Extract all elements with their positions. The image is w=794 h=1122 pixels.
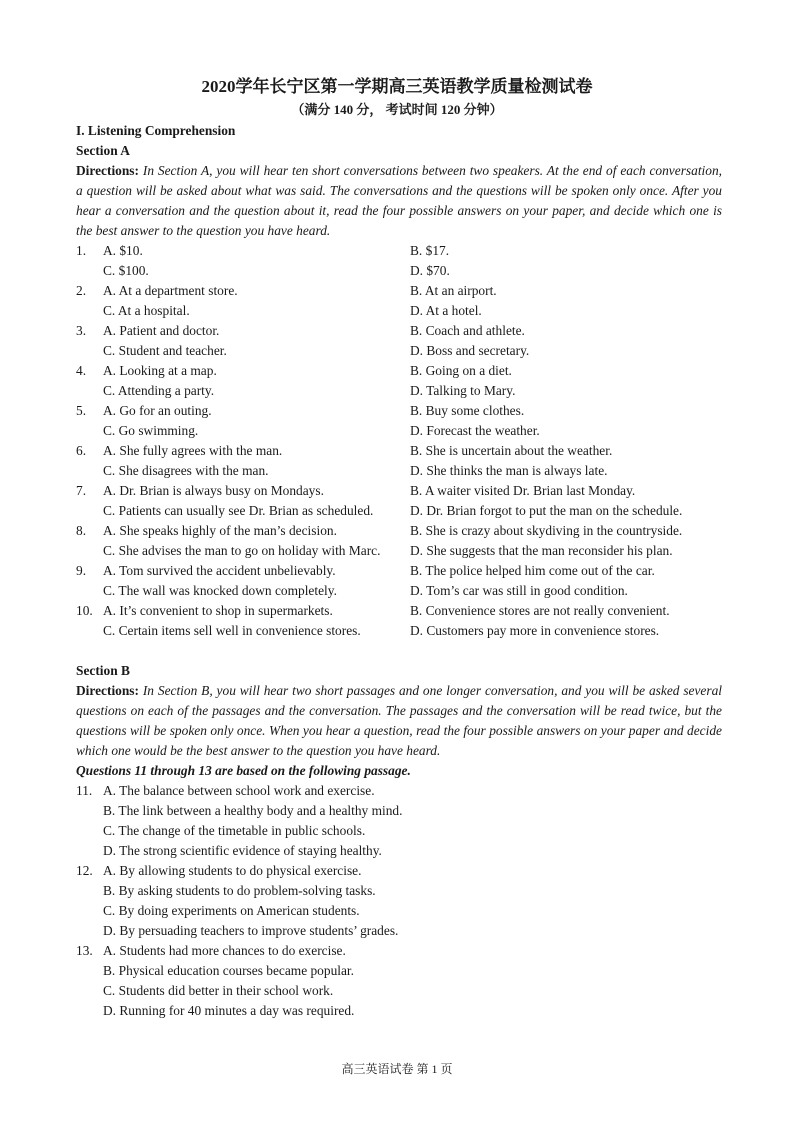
question-row xyxy=(76,361,722,381)
answer-option: C. Attending a party. xyxy=(103,383,215,398)
answer-option: B. She is crazy about skydiving in the countryside. xyxy=(410,523,683,538)
question-number: 11. xyxy=(76,783,93,798)
answer-option: C. She disagrees with the man. xyxy=(103,463,269,478)
question-number: 2. xyxy=(76,283,87,298)
answer-option: A. Patient and doctor. xyxy=(103,323,220,338)
answer-option: C. $100. xyxy=(103,263,149,278)
answer-option: D. Running for 40 minutes a day was required. xyxy=(103,1003,355,1018)
question-number: 5. xyxy=(76,403,87,418)
question-number: 6. xyxy=(76,443,87,458)
directions-label: Directions: xyxy=(76,683,139,698)
answer-option: B. She is uncertain about the weather. xyxy=(410,443,613,458)
question-row xyxy=(76,301,722,321)
answer-option: B. The police helped him come out of the car. xyxy=(410,563,655,578)
question-group-note: Questions 11 through 13 are based on the following passage. xyxy=(76,763,411,778)
question-number: 10. xyxy=(76,603,93,618)
section-a-heading: Section A xyxy=(76,143,130,158)
answer-option: A. It’s convenient to shop in supermarkets. xyxy=(103,603,333,618)
answer-option: B. $17. xyxy=(410,243,450,258)
question-row xyxy=(76,861,722,881)
question-row xyxy=(76,461,722,481)
answer-option: A. Looking at a map. xyxy=(103,363,217,378)
question-number: 8. xyxy=(76,523,87,538)
question-number: 13. xyxy=(76,943,93,958)
question-row xyxy=(76,341,722,361)
question-row xyxy=(76,541,722,561)
question-row xyxy=(76,921,722,941)
answer-option: C. Student and teacher. xyxy=(103,343,227,358)
answer-option: D. Tom’s car was still in good condition. xyxy=(410,583,628,598)
answer-option: A. Students had more chances to do exercise. xyxy=(103,943,346,958)
answer-option: B. At an airport. xyxy=(410,283,497,298)
answer-option: A. Go for an outing. xyxy=(103,403,212,418)
section-b-questions xyxy=(76,781,722,1021)
answer-option: D. The strong scientific evidence of staying healthy. xyxy=(103,843,382,858)
answer-option: D. Talking to Mary. xyxy=(410,383,516,398)
directions-label: Directions: xyxy=(76,163,139,178)
answer-option: A. At a department store. xyxy=(103,283,238,298)
question-row xyxy=(76,581,722,601)
question-row xyxy=(76,501,722,521)
question-number: 9. xyxy=(76,563,87,578)
exam-info: （满分 140 分， 考试时间 120 分钟） xyxy=(291,102,503,117)
question-row xyxy=(76,621,722,641)
spacer xyxy=(76,641,722,661)
question-number: 12. xyxy=(76,863,93,878)
answer-option: A. By allowing students to do physical exercise. xyxy=(103,863,362,878)
question-row xyxy=(76,901,722,921)
exam-content xyxy=(76,121,722,1021)
section-a-questions xyxy=(76,241,722,641)
question-row xyxy=(76,981,722,1001)
answer-option: B. By asking students to do problem-solving tasks. xyxy=(103,883,376,898)
question-number: 4. xyxy=(76,363,87,378)
question-number: 1. xyxy=(76,243,87,258)
answer-option: B. Convenience stores are not really convenient. xyxy=(410,603,670,618)
section-a-directions xyxy=(76,161,722,241)
question-row xyxy=(76,381,722,401)
answer-option: D. She suggests that the man reconsider his plan. xyxy=(410,543,673,558)
question-row xyxy=(76,521,722,541)
directions-text: In Section B, you will hear two short passages and one longer conversation, and you will be asked several questions on each of the passages and the conversation. The passages and the conversation will be read twice, but the questions will be spoken only once. When you hear a question, read the four possible answers on your paper and decide which one would be the best answer to the question you have heard. xyxy=(76,683,722,758)
question-row xyxy=(76,781,722,801)
question-row xyxy=(76,821,722,841)
answer-option: D. By persuading teachers to improve students’ grades. xyxy=(103,923,399,938)
answer-option: D. $70. xyxy=(410,263,450,278)
answer-option: B. The link between a healthy body and a healthy mind. xyxy=(103,803,403,818)
answer-option: B. A waiter visited Dr. Brian last Monday. xyxy=(410,483,636,498)
answer-option: D. Dr. Brian forgot to put the man on the schedule. xyxy=(410,503,683,518)
question-row xyxy=(76,401,722,421)
question-row xyxy=(76,321,722,341)
page-footer: 高三英语试卷 第 1 页 xyxy=(341,1062,453,1076)
question-row xyxy=(76,1001,722,1021)
answer-option: D. She thinks the man is always late. xyxy=(410,463,608,478)
answer-option: C. By doing experiments on American students. xyxy=(103,903,360,918)
answer-option: B. Buy some clothes. xyxy=(410,403,525,418)
question-row xyxy=(76,481,722,501)
question-row xyxy=(76,881,722,901)
answer-option: C. She advises the man to go on holiday with Marc. xyxy=(103,543,381,558)
answer-option: A. The balance between school work and exercise. xyxy=(103,783,375,798)
answer-option: D. Forecast the weather. xyxy=(410,423,540,438)
answer-option: D. Boss and secretary. xyxy=(410,343,530,358)
answer-option: A. Dr. Brian is always busy on Mondays. xyxy=(103,483,324,498)
question-row xyxy=(76,801,722,821)
answer-option: C. Certain items sell well in convenience stores. xyxy=(103,623,361,638)
answer-option: C. At a hospital. xyxy=(103,303,190,318)
question-row xyxy=(76,841,722,861)
section-b-directions xyxy=(76,681,722,761)
answer-option: B. Going on a diet. xyxy=(410,363,512,378)
page-title: 2020学年长宁区第一学期高三英语教学质量检测试卷 xyxy=(201,77,593,96)
answer-option: A. $10. xyxy=(103,243,143,258)
question-row xyxy=(76,261,722,281)
answer-option: B. Physical education courses became popular. xyxy=(103,963,355,978)
answer-option: C. Students did better in their school work. xyxy=(103,983,334,998)
answer-option: B. Coach and athlete. xyxy=(410,323,525,338)
answer-option: C. Go swimming. xyxy=(103,423,199,438)
question-row xyxy=(76,961,722,981)
answer-option: C. The change of the timetable in public schools. xyxy=(103,823,366,838)
question-row xyxy=(76,601,722,621)
question-number: 7. xyxy=(76,483,87,498)
answer-option: C. Patients can usually see Dr. Brian as scheduled. xyxy=(103,503,374,518)
question-row xyxy=(76,241,722,261)
answer-option: D. Customers pay more in convenience stores. xyxy=(410,623,660,638)
answer-option: A. She speaks highly of the man’s decision. xyxy=(103,523,337,538)
question-row xyxy=(76,421,722,441)
answer-option: D. At a hotel. xyxy=(410,303,482,318)
section-b-heading: Section B xyxy=(76,663,130,678)
question-row xyxy=(76,561,722,581)
answer-option: A. She fully agrees with the man. xyxy=(103,443,283,458)
part-heading: I. Listening Comprehension xyxy=(76,123,236,138)
question-row xyxy=(76,441,722,461)
answer-option: C. The wall was knocked down completely. xyxy=(103,583,337,598)
question-row xyxy=(76,941,722,961)
question-number: 3. xyxy=(76,323,87,338)
answer-option: A. Tom survived the accident unbelievably. xyxy=(103,563,336,578)
question-row xyxy=(76,281,722,301)
directions-text: In Section A, you will hear ten short conversations between two speakers. At the end of each conversation, a question will be asked about what was said. The conversations and the questions will be spoken only once. After you hear a conversation and the question about it, read the four possible answers on your paper, and decide which one is the best answer to the question you have heard. xyxy=(76,163,722,238)
